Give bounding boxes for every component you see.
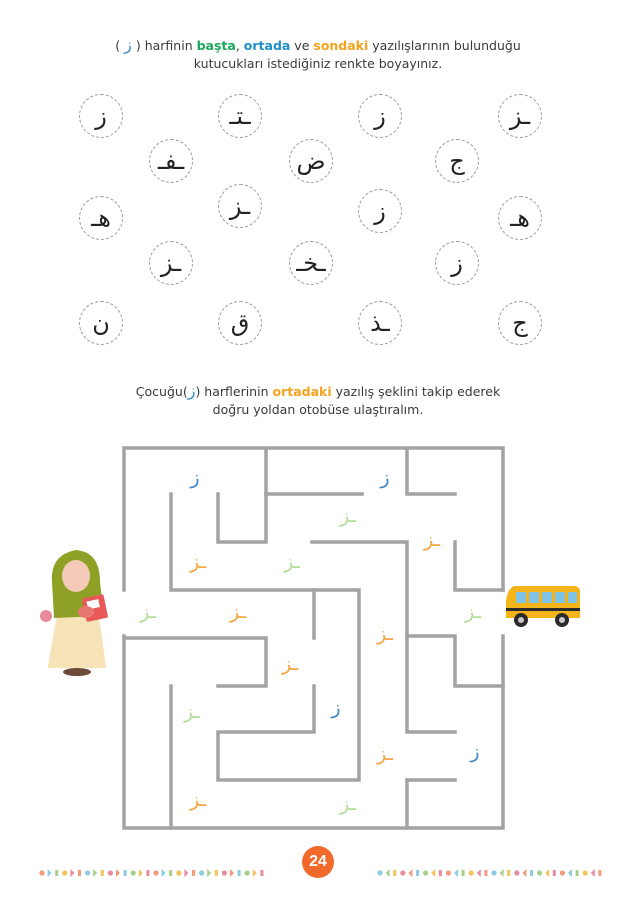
decorative-shape [423,870,428,875]
decorative-shape [446,870,451,875]
paren-close: ) [135,38,141,53]
decorative-shape [416,870,419,876]
decorative-shape [230,869,234,877]
page-number: 24 [302,846,334,878]
decorative-shape [537,870,542,875]
decorative-shape [545,869,549,877]
text-fragment: ve [290,38,314,53]
text-fragment: , [235,38,244,53]
decorative-shape [153,870,158,875]
decorative-shape [568,869,572,877]
maze-letter[interactable]: ـز [139,601,157,623]
maze-letter[interactable]: ـز [423,529,441,551]
decorative-shape [245,870,250,875]
decorative-shape [222,870,227,875]
decorative-shape [70,869,74,877]
letter-circle[interactable]: ـز [218,184,262,228]
decorative-shape [553,870,556,876]
decorative-shape [39,870,44,875]
letter-circle[interactable]: هـ [79,196,123,240]
decorative-shape [560,870,565,875]
instruction-top-line2: kutucukları istediğiniz renkte boyayınız. [193,56,443,71]
maze-letter[interactable]: ز [331,697,341,719]
decorative-shape [500,869,504,877]
letter-circle[interactable]: ـز [498,94,542,138]
letter-circle[interactable]: ـتـ [218,94,262,138]
decorative-shape [576,870,579,876]
decorative-shape [377,870,382,875]
letter-circle[interactable]: ـخـ [289,241,333,285]
decorative-shape [530,870,533,876]
decorative-shape [85,870,90,875]
decorative-shape [139,869,143,877]
instruction-maze-line2: doğru yoldan otobüse ulaştıralım. [212,402,424,417]
maze-letter[interactable]: ـز [229,601,247,623]
decorative-shape [598,870,601,876]
decorative-border-right [376,866,604,880]
text-fragment: harfinin [140,38,197,53]
decorative-shape [55,870,58,876]
decorative-shape [477,869,481,877]
decorative-shape [215,870,218,876]
decorative-shape [62,870,67,875]
letter-circle[interactable]: ز [79,94,123,138]
decorative-shape [591,869,595,877]
decorative-shape [108,870,113,875]
decorative-shape [462,870,465,876]
maze-letter[interactable]: ـز [281,653,299,675]
letter-circle[interactable]: ن [79,301,123,345]
maze-wall [455,542,503,590]
girl-illustration [40,550,108,676]
text-fragment: yazılış şeklini takip ederek [331,384,501,399]
decorative-shape [400,870,405,875]
decorative-shape [176,870,181,875]
letter-circle[interactable]: ق [218,301,262,345]
decorative-shape [439,870,442,876]
text-fragment: yazılışlarının bulunduğu [368,38,521,53]
decorative-shape [522,869,526,877]
word-ortada: ortada [243,38,291,53]
maze-letter[interactable]: ـز [189,551,207,573]
decorative-shape [48,869,52,877]
maze-letter[interactable]: ـز [283,551,301,573]
decorative-shape [484,870,487,876]
maze-letter[interactable]: ـز [376,743,394,765]
decorative-shape [78,870,81,876]
target-letter: ز [124,35,132,54]
word-ortadaki: ortadaki [272,384,332,399]
letter-circle[interactable]: ز [435,241,479,285]
decorative-shape [507,870,510,876]
decorative-shape [454,869,458,877]
letter-circle[interactable]: ـذ [358,301,402,345]
maze-letter[interactable]: ـز [189,789,207,811]
word-basta: başta [196,38,236,53]
school-bus-icon [506,586,580,627]
decorative-shape [124,870,127,876]
decorative-shape [238,870,241,876]
decorative-shape [431,869,435,877]
decorative-shape [93,869,97,877]
maze-wall [407,448,455,494]
letter-circle[interactable]: ز [358,189,402,233]
word-sondaki: sondaki [313,38,369,53]
maze-letter[interactable]: ـز [339,505,357,527]
letter-circle[interactable]: ج [435,139,479,183]
text-fragment: ) harflerinin [195,384,273,399]
maze-letter[interactable]: ز [470,741,480,763]
maze-letter[interactable]: ز [190,467,200,489]
letter-circle[interactable]: ض [289,139,333,183]
decorative-shape [469,870,474,875]
decorative-shape [116,869,120,877]
decorative-border-left [38,866,266,880]
letter-circle[interactable]: ز [358,94,402,138]
paren-open: ( [115,38,121,53]
maze-walls [124,448,503,828]
decorative-shape [393,870,396,876]
maze-letter[interactable]: ـز [464,601,482,623]
decorative-shape [408,869,412,877]
decorative-shape [162,869,166,877]
maze-wall [218,448,266,542]
letter-circle[interactable]: هـ [498,196,542,240]
decorative-shape [101,870,104,876]
text-fragment: Çocuğu( [135,384,188,399]
decorative-shape [199,870,204,875]
decorative-shape [514,870,519,875]
letter-circle[interactable]: ـفـ [149,139,193,183]
decorative-shape [131,870,136,875]
maze-letter[interactable]: ـز [183,701,201,723]
decorative-shape [169,870,172,876]
decorative-shape [184,869,188,877]
letter-circle[interactable]: ج [498,301,542,345]
decorative-shape [491,870,496,875]
decorative-shape [260,870,263,876]
decorative-shape [192,870,195,876]
maze-letter[interactable]: ز [380,467,390,489]
maze-wall [407,636,503,686]
maze-wall [124,638,266,686]
maze-letter[interactable]: ـز [376,623,394,645]
decorative-shape [583,870,588,875]
maze-wall [124,448,503,590]
decorative-shape [207,869,211,877]
decorative-shape [386,869,390,877]
letter-circle[interactable]: ـز [149,241,193,285]
decorative-shape [253,869,257,877]
target-letter: ز [187,381,196,400]
maze-letter[interactable]: ـز [339,793,357,815]
decorative-shape [146,870,149,876]
